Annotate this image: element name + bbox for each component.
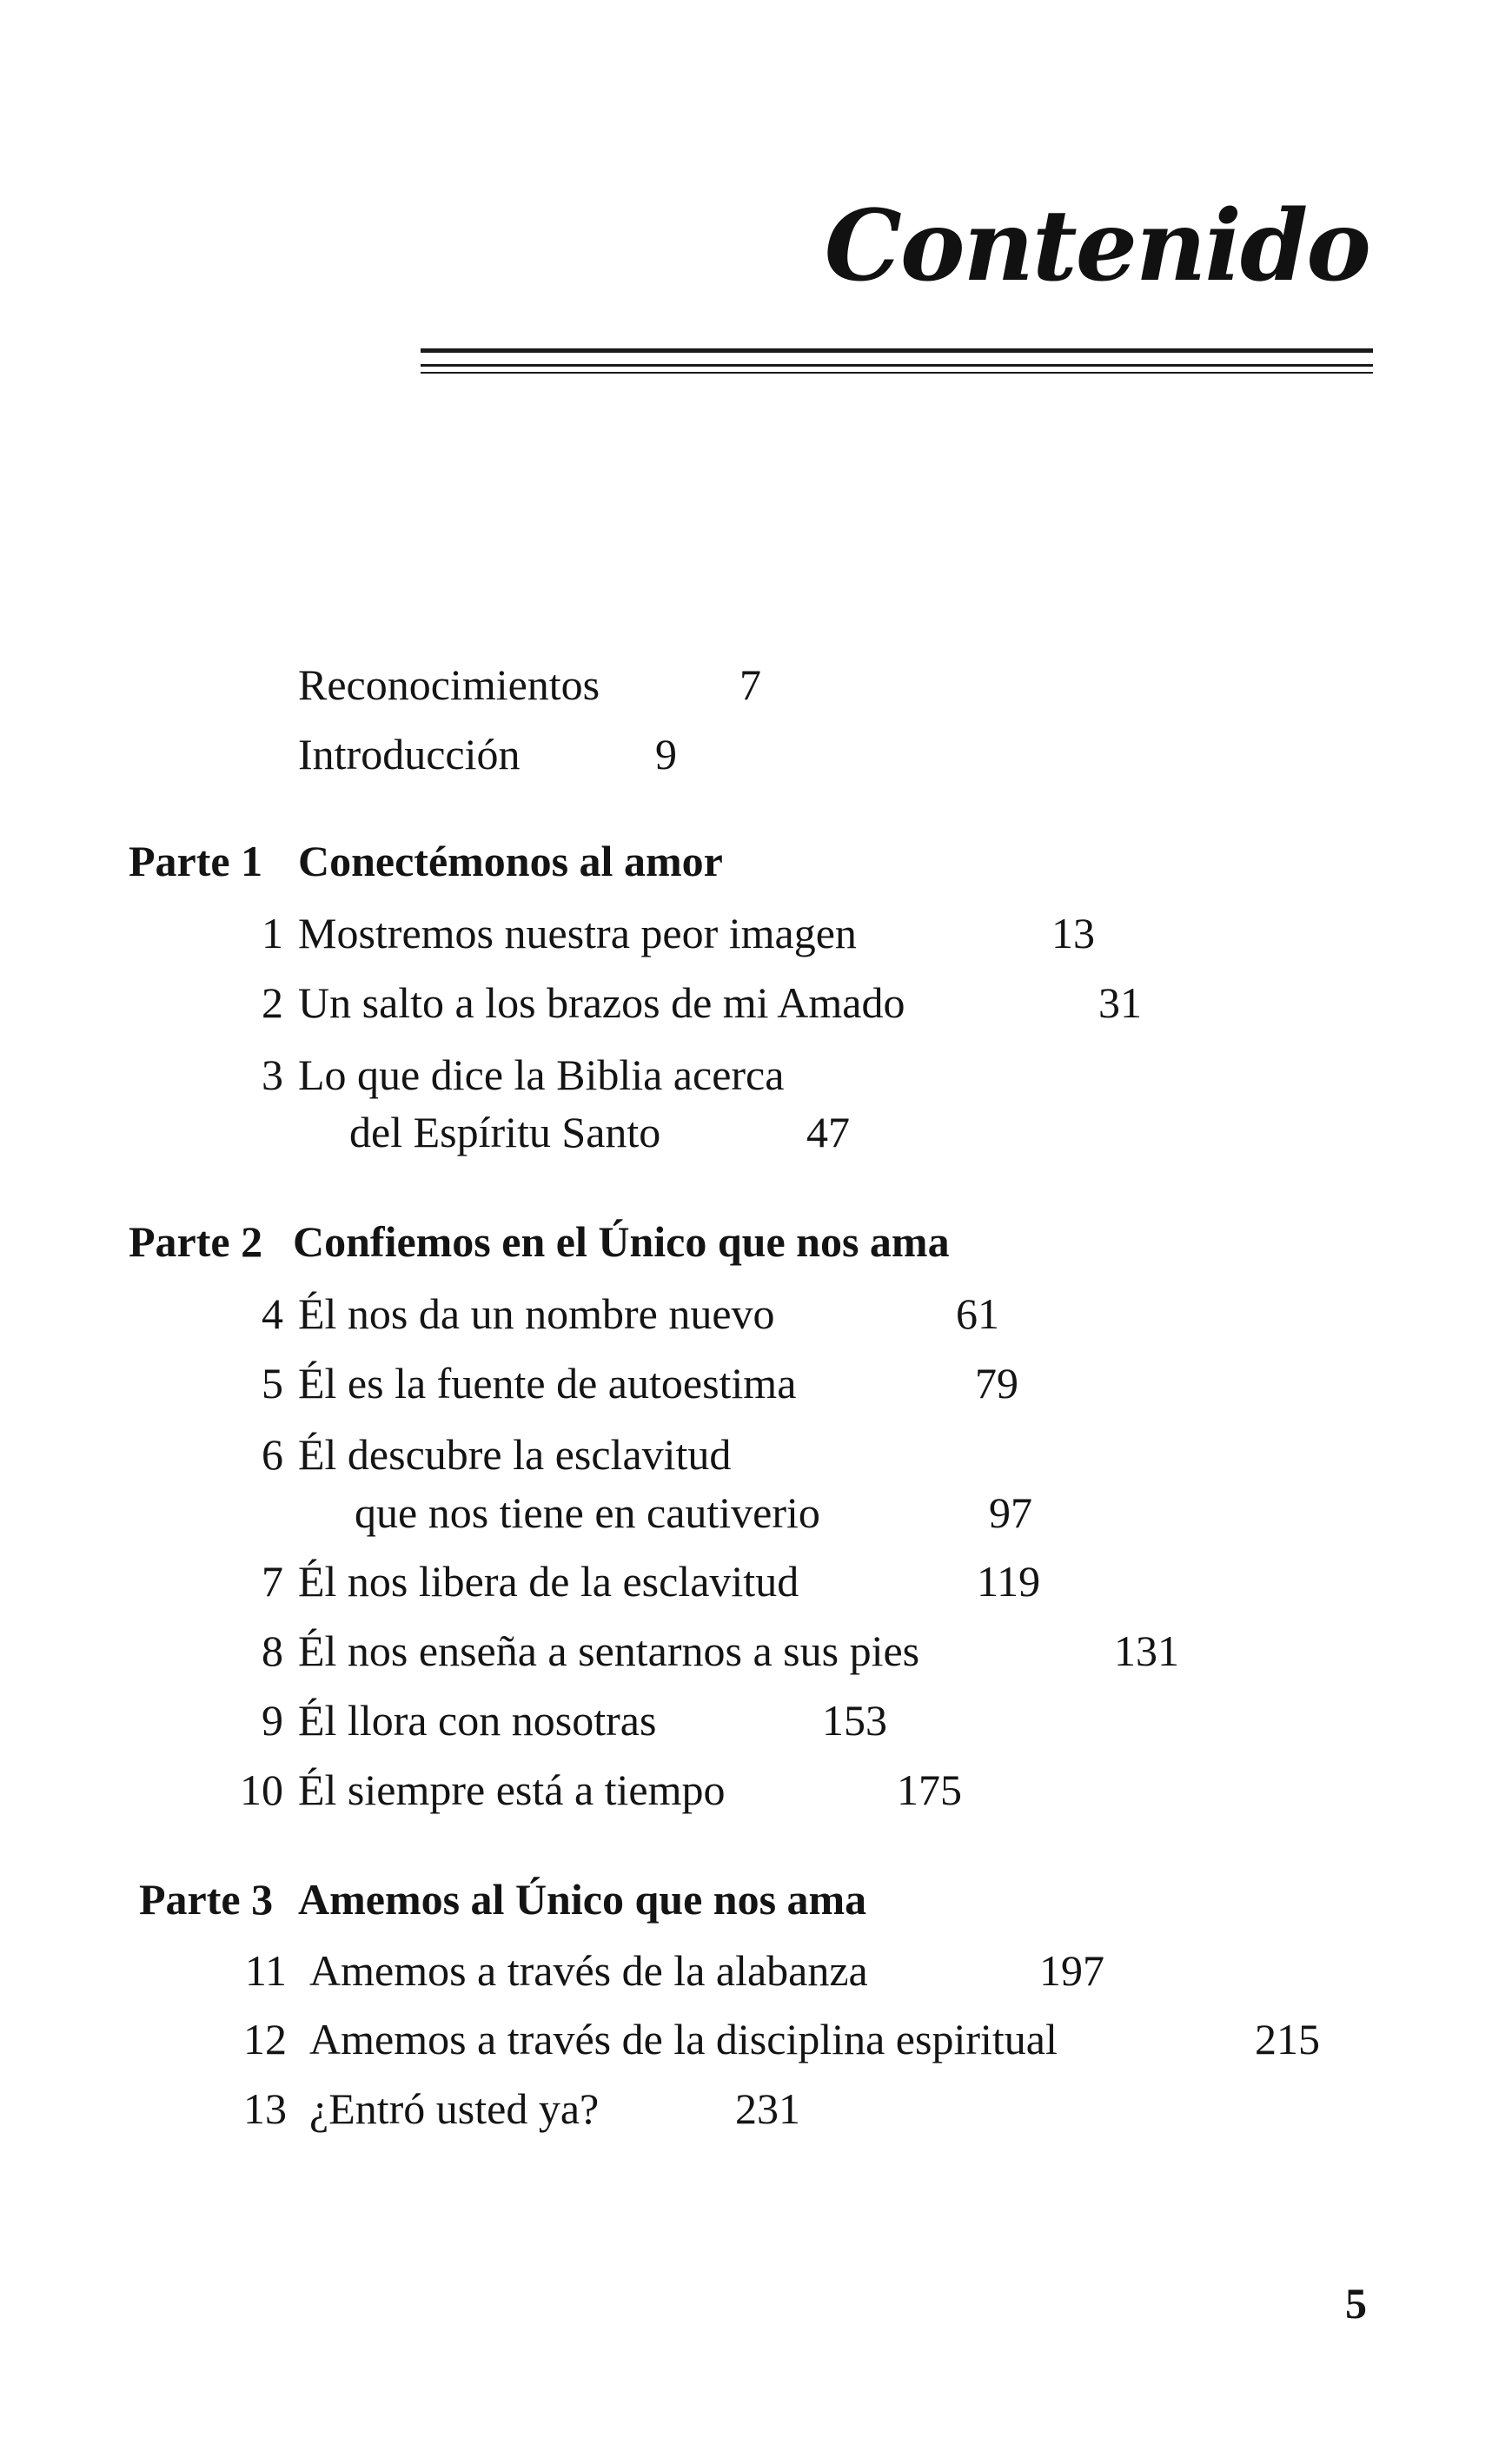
chapter-number: 7 xyxy=(262,1557,283,1606)
chapter-title: Él nos enseña a sentarnos a sus pies xyxy=(298,1626,920,1675)
chapter-number: 2 xyxy=(262,978,283,1027)
chapter-title-continuation: del Espíritu Santo xyxy=(349,1108,661,1156)
part-heading xyxy=(139,1875,274,1924)
title-rule xyxy=(421,372,1373,374)
chapter-number: 8 xyxy=(262,1626,283,1675)
part-label: Parte 2 xyxy=(129,1217,263,1266)
chapter-title: Él nos da un nombre nuevo xyxy=(298,1289,775,1338)
part-heading xyxy=(129,839,262,883)
part-heading xyxy=(129,1217,263,1266)
chapter-title: Él llora con nosotras xyxy=(298,1696,657,1745)
page-number: 153 xyxy=(822,1696,887,1745)
page-number: 31 xyxy=(1098,978,1142,1027)
chapter-number: 3 xyxy=(262,1050,283,1099)
chapter-number: 13 xyxy=(243,2084,287,2133)
page-number: 61 xyxy=(956,1289,999,1338)
chapter-title: Él siempre está a tiempo xyxy=(298,1765,726,1814)
chapter-number: 1 xyxy=(262,909,283,957)
chapter-title: Amemos a través de la disciplina espiritual xyxy=(309,2015,1058,2063)
chapter-title: Lo que dice la Biblia acerca xyxy=(298,1050,785,1099)
page-number: 47 xyxy=(806,1108,850,1156)
chapter-number: 4 xyxy=(262,1289,283,1338)
chapter-number: 6 xyxy=(262,1430,283,1479)
page-title: Contenido xyxy=(824,189,1369,303)
toc-entry-introduccion xyxy=(298,732,520,776)
part-label: Parte 3 xyxy=(139,1875,274,1924)
page-number: 119 xyxy=(977,1557,1041,1606)
title-rule xyxy=(421,348,1373,353)
part-title: Amemos al Único que nos ama xyxy=(298,1875,867,1924)
page-number: 215 xyxy=(1255,2015,1320,2063)
part-title: Conectémonos al amor xyxy=(298,837,723,885)
chapter-title: Amemos a través de la alabanza xyxy=(309,1946,868,1995)
page-number: 13 xyxy=(1051,909,1095,957)
part-label: Parte 1 xyxy=(129,837,263,885)
chapter-number: 9 xyxy=(262,1696,283,1745)
chapter-title: Él es la fuente de autoestima xyxy=(298,1359,797,1408)
chapter-number: 5 xyxy=(262,1359,283,1408)
chapter-title: ¿Entró usted ya? xyxy=(309,2084,600,2133)
entry-title: Introducción xyxy=(298,730,521,778)
chapter-title: Él descubre la esclavitud xyxy=(298,1430,732,1479)
part-title: Confiemos en el Único que nos ama xyxy=(293,1217,950,1266)
chapter-number: 11 xyxy=(244,1946,287,1995)
page-number: 197 xyxy=(1039,1946,1104,1995)
chapter-title-continuation: que nos tiene en cautiverio xyxy=(355,1488,820,1537)
page-number: 79 xyxy=(975,1359,1018,1408)
title-rule xyxy=(421,364,1373,367)
chapter-title: Mostremos nuestra peor imagen xyxy=(298,909,857,957)
page-number: 175 xyxy=(897,1765,962,1814)
toc-entry-reconocimientos xyxy=(298,660,600,709)
page-number: 97 xyxy=(989,1488,1032,1537)
entry-title: Reconocimientos xyxy=(298,660,600,709)
page-number: 131 xyxy=(1114,1626,1179,1675)
page-number: 9 xyxy=(655,730,677,778)
page-number: 231 xyxy=(735,2084,800,2133)
page-folio: 5 xyxy=(1345,2279,1367,2328)
chapter-number: 10 xyxy=(240,1765,283,1814)
chapter-title: Un salto a los brazos de mi Amado xyxy=(298,978,905,1027)
chapter-number: 12 xyxy=(243,2015,287,2063)
chapter-title: Él nos libera de la esclavitud xyxy=(298,1557,799,1606)
page-number: 7 xyxy=(739,660,761,709)
